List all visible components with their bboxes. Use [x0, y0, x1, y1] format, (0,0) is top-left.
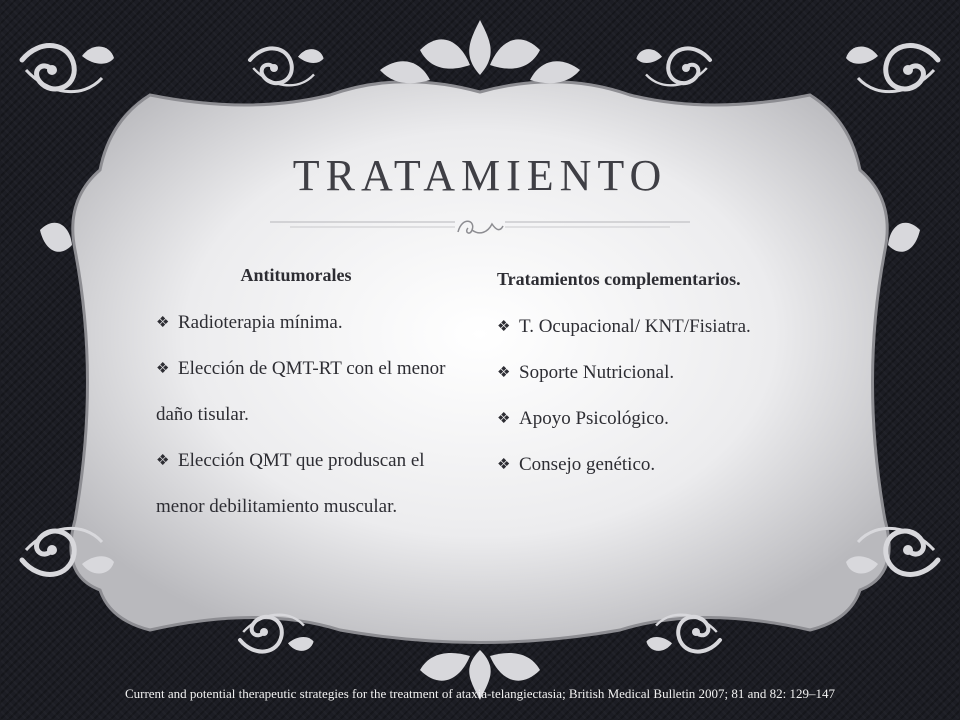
diamond-bullet-icon: ❖	[497, 319, 511, 335]
list-item	[156, 346, 466, 438]
list-item	[497, 396, 817, 442]
list-item-text: Elección QMT que produscan el menor debilitamiento muscular.	[156, 450, 425, 517]
diamond-bullet-icon: ❖	[497, 457, 511, 473]
list-item	[156, 300, 466, 346]
list-item	[156, 438, 466, 530]
right-column-heading: Tratamientos complementarios.	[497, 269, 741, 289]
left-column-heading: Antitumorales	[240, 265, 352, 285]
citation-footer: Current and potential therapeutic strategies for the treatment of ataxia-telangiectasia; British Medical Bulletin 2007; 81 and 82: 129–147	[124, 686, 836, 701]
right-column	[497, 256, 817, 488]
list-item-text: Apoyo Psicológico.	[519, 408, 669, 429]
list-item-text: Radioterapia mínima.	[178, 312, 343, 333]
diamond-bullet-icon: ❖	[156, 453, 170, 469]
list-item-text: Consejo genético.	[519, 454, 656, 475]
list-item	[497, 442, 817, 488]
list-item	[497, 304, 817, 350]
list-item-text: T. Ocupacional/ KNT/Fisiatra.	[519, 316, 751, 337]
slide-title: TRATAMIENTO	[292, 151, 668, 200]
diamond-bullet-icon: ❖	[156, 361, 170, 377]
right-column-list	[497, 304, 817, 488]
diamond-bullet-icon: ❖	[497, 365, 511, 381]
left-column-list	[156, 300, 466, 530]
diamond-bullet-icon: ❖	[497, 411, 511, 427]
diamond-bullet-icon: ❖	[156, 315, 170, 331]
list-item	[497, 350, 817, 396]
list-item-text: Elección de QMT-RT con el menor daño tisular.	[156, 358, 446, 425]
left-column	[156, 256, 466, 530]
list-item-text: Soporte Nutricional.	[519, 362, 675, 383]
